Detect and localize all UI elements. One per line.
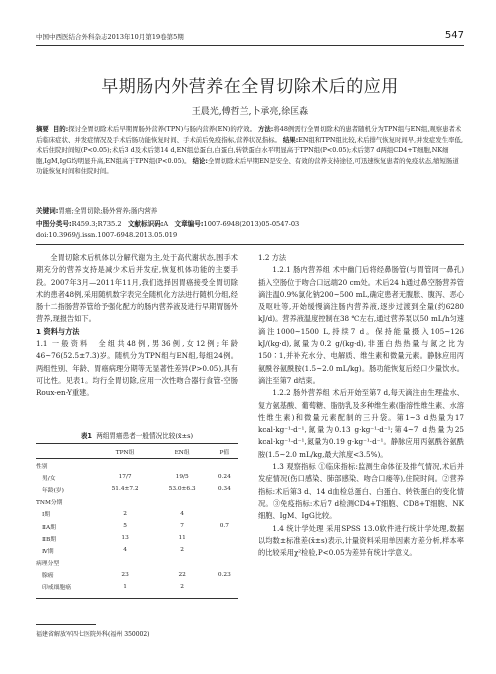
- table-cell: [97, 557, 154, 569]
- results-label: 结果:: [282, 135, 299, 144]
- table-row: [36, 483, 238, 495]
- table-row: [36, 532, 238, 544]
- table-cell: 男/女: [42, 475, 56, 482]
- table-row: [36, 581, 238, 593]
- table-cell: [211, 459, 238, 472]
- table-row: [36, 544, 238, 556]
- keywords-label: 关键词:: [36, 207, 59, 215]
- conclusion-text: 全胃切除术后早期EN是安全、有效的营养支持途径,可迅速恢复患者的免疫状态,缩短肠道功能恢复时间和住院时间。: [36, 156, 459, 175]
- methods-tpn-group: 1.2.2 肠外营养组 术后开始至第7 d,每天滴注由生理盐水、复方氨基酸、葡萄糖、脂肪乳及多种维生素(脂溶性维生素、水溶性维生素)和微量元素配制的三升袋。第1~3 d热量为17 kcal·kg⁻¹·d⁻¹,氮量为0.13 g·kg⁻¹·d⁻¹;第4~7 d热量为25 kcal·kg⁻¹·d⁻¹,氮量为0.19 g·kg⁻¹·d⁻¹。静脉应用丙氨酰谷氨酰胺(1.5~2.0 mL/kg,最大浓度<3.5%)。: [258, 388, 464, 459]
- journal-name: 中国中西医结合外科杂志2013年10月第19卷第5期: [36, 33, 184, 41]
- keywords-text: 胃癌;全胃切除;肠外营养;肠内营养: [58, 207, 158, 215]
- table-label: 表1: [80, 432, 93, 440]
- table-cell: 0.34: [217, 486, 231, 493]
- table-cell: ⅡB期: [42, 536, 56, 543]
- table-cell: [211, 496, 238, 508]
- methods-en-group: 1.2.1 肠内营养组 术中幽门后将经鼻肠管(与胃管同一鼻孔)插入空肠位于吻合口远端20 cm处。术后24 h通过鼻空肠营养管滴注温0.9%氯化钠200~500 mL,确定患者无腹胀、腹泻、恶心及呕吐等,开始缓慢滴注肠内营养液,逐步过渡到全量(约6280 kJ/d)。营养液温度控制在38 ℃左右,通过营养泵以50 mL/h匀速滴注1000~1500 L,持续7 d。保持能量摄入105~126 kJ/(kg·d),氮量为0.2 g/(kg·d),非蛋白热热量与氮之比为150∶1,并补充水分、电解质、维生素和微量元素。静脉应用丙氨酰谷氨酰胺(1.5~2.0 mL/kg)。肠功能恢复后经口少量饮水。滴注至第7 d结束。: [258, 265, 464, 385]
- article-value: 1007-6948(2013)05-0547-03: [203, 220, 300, 228]
- table-header-cell: [36, 444, 97, 459]
- table-row: [36, 508, 238, 520]
- demographics-table: [36, 444, 238, 593]
- article-label: 文章编号:: [174, 220, 204, 228]
- objective-text: 探讨全胃切除术后早期胃肠外营养(TPN)与肠内营养(EN)的疗效。: [68, 125, 256, 133]
- table-cell: 腺癌: [42, 573, 54, 580]
- table-cell: 0.24: [217, 474, 231, 481]
- table-cell: 印戒细胞癌: [42, 585, 71, 592]
- table-cell: 病理分型: [36, 561, 60, 568]
- table-header-cell: P值: [211, 444, 238, 459]
- subsection-text: 全组共48例,男36例,女12例;年龄46~76(52.5±7.3)岁。随机分为TPN组与EN组,每组24例。两组性别、年龄、胃癌病理分期等无显著性差异(P>0.05),具有可比性。见表1。均行全胃切除,应用一次性吻合器行食管-空肠Roux-en-Y重建。: [36, 339, 238, 398]
- statistics: 1.4 统计学处理 采用SPSS 13.0软件进行统计学处理,数据以均数±标准差(x̄±s)表示,计量资料采用单因素方差分析,样本率的比较采用χ²检验,P<0.05为差异有统计学意义。: [258, 523, 464, 558]
- table-cell: 4: [180, 510, 184, 517]
- observation-indicators: 1.3 观察指标 ①临床指标:监测生命体征及排气情况,术后并发症情况(伤口感染、肺部感染、吻合口瘘等),住院时间。②营养指标:术后第3 d、14 d血检总蛋白、白蛋白、转铁蛋白的变化情况。③免疫指标:术后7 d检测CD4+T细胞、CD8+T细胞、NK细胞、IgM、IgG比较。: [258, 462, 464, 521]
- table-cell: [97, 459, 154, 472]
- doc-value: A: [163, 220, 169, 228]
- methods-heading: 1.2 方法: [258, 253, 287, 262]
- abstract-rule: [36, 244, 464, 245]
- table-cell: 1: [123, 583, 127, 590]
- table-header-row: [36, 444, 238, 459]
- table-cell: ⅡA期: [42, 524, 56, 531]
- article-title: 早期肠内外营养在全胃切除术后的应用: [101, 77, 399, 97]
- table-cell: 5: [123, 523, 127, 530]
- table-bottom-rule: [36, 598, 238, 599]
- table-cell: [154, 557, 211, 569]
- table-cell: [211, 532, 238, 544]
- table-cell: 年龄(岁): [42, 487, 64, 494]
- right-column: [258, 252, 464, 559]
- methods-text: 将48例需行全胃切除术的患者随机分为TPN组与EN组,观察患者术后临床症状、并发症情况及手术后肠功能恢复时间、手术前后免疫指标,营养状况指标。: [36, 125, 462, 144]
- classification-line: [36, 218, 299, 228]
- table-caption: [36, 430, 238, 440]
- methods-label: 方法:: [258, 125, 274, 133]
- table-title: 两组胃癌患者一般情况比较(x̄±s): [96, 432, 194, 440]
- table-cell: 22: [178, 571, 186, 578]
- table-cell: 11: [178, 535, 186, 542]
- subsection-1-1: [36, 338, 238, 399]
- table-cell: [97, 496, 154, 508]
- table-cell: 4: [123, 547, 127, 554]
- table-cell: [154, 459, 211, 472]
- page-number: 547: [444, 30, 464, 41]
- table-cell: 0.23: [217, 571, 231, 578]
- footnote-rule: [36, 624, 96, 625]
- table-cell: Ⅰ期: [42, 512, 51, 519]
- table-cell: [211, 508, 238, 520]
- table-row: [36, 471, 238, 483]
- table-cell: 17/7: [118, 474, 132, 481]
- table-cell: 2: [180, 583, 184, 590]
- table-header-cell: EN组: [154, 444, 211, 459]
- table-cell: Ⅳ期: [42, 548, 54, 555]
- subsection-heading: 1.1 一般资料: [36, 339, 90, 349]
- keywords: [36, 205, 157, 215]
- section-heading: 1 资料与方法: [36, 326, 80, 336]
- clc-value: R459.3;R735.2: [71, 220, 122, 228]
- table-cell: 7: [180, 523, 184, 530]
- table-cell: 性别: [36, 463, 48, 470]
- left-column: [36, 252, 238, 400]
- table-row: [36, 496, 238, 508]
- table-cell: 53.0±6.3: [168, 486, 196, 493]
- table-row: [36, 557, 238, 569]
- table-cell: 19/5: [175, 474, 189, 481]
- table-cell: [154, 496, 211, 508]
- table-cell: 23: [121, 571, 129, 578]
- conclusion-label: 结论:: [192, 156, 208, 165]
- clc-label: 中图分类号:: [36, 220, 72, 228]
- table-cell: 2: [123, 510, 127, 517]
- objective-label: 目的:: [52, 125, 69, 133]
- table-cell: 13: [121, 535, 129, 542]
- intro-paragraph: 全胃切除术后机体以分解代谢为主,处于高代谢状态,围手术期充分的营养支持是减少术后并发症,恢复机体功能的主要手段。2007年3月—2011年11月,我们选择因胃癌接受全胃切除术的患者48例,采用随机数字表完全随机化方法进行随机分组,经肠十二指肠营养管给予强化配方的肠内营养液及进行早期胃肠外营养,现报告如下。: [36, 253, 238, 324]
- doc-label: 文献标识码:: [127, 220, 164, 228]
- table-row: [36, 520, 238, 532]
- table-cell: 51.4±7.2: [111, 486, 139, 493]
- table-cell: [211, 557, 238, 569]
- table-header-cell: TPN组: [97, 444, 154, 459]
- abstract: [36, 124, 464, 177]
- table-cell: [211, 581, 238, 593]
- abstract-label: 摘要: [36, 125, 49, 133]
- table-row: [36, 569, 238, 581]
- table-cell: [211, 544, 238, 556]
- results-text: EN组和TPN组比较,术后排气恢复时间早,并发症发生率低,术后住院时间短(P<0.05);术后3 d及术后第14 d,EN组总蛋白,白蛋白,转铁蛋白水平明显高于TPN组(P<0.05);术后第7 d两组CD4+T细胞,NK细胞,IgM,IgG均明显升高,EN组高于TPN组(P<0.05)。: [36, 135, 463, 165]
- doi: doi:10.3969/j.issn.1007-6948.2013.05.019: [36, 231, 178, 239]
- affiliation-footnote: 福建省解放军四七医院外科(福州 350002): [36, 631, 150, 638]
- running-header: [36, 30, 464, 42]
- table-cell: 0.7: [219, 523, 229, 530]
- author-list: 王晨光,傅哲兰,卜承亮,徐匡淼: [191, 107, 309, 117]
- table-row: [36, 459, 238, 472]
- table-cell: TNM分期: [36, 500, 63, 507]
- header-rule: [36, 45, 464, 46]
- table-cell: 2: [180, 547, 184, 554]
